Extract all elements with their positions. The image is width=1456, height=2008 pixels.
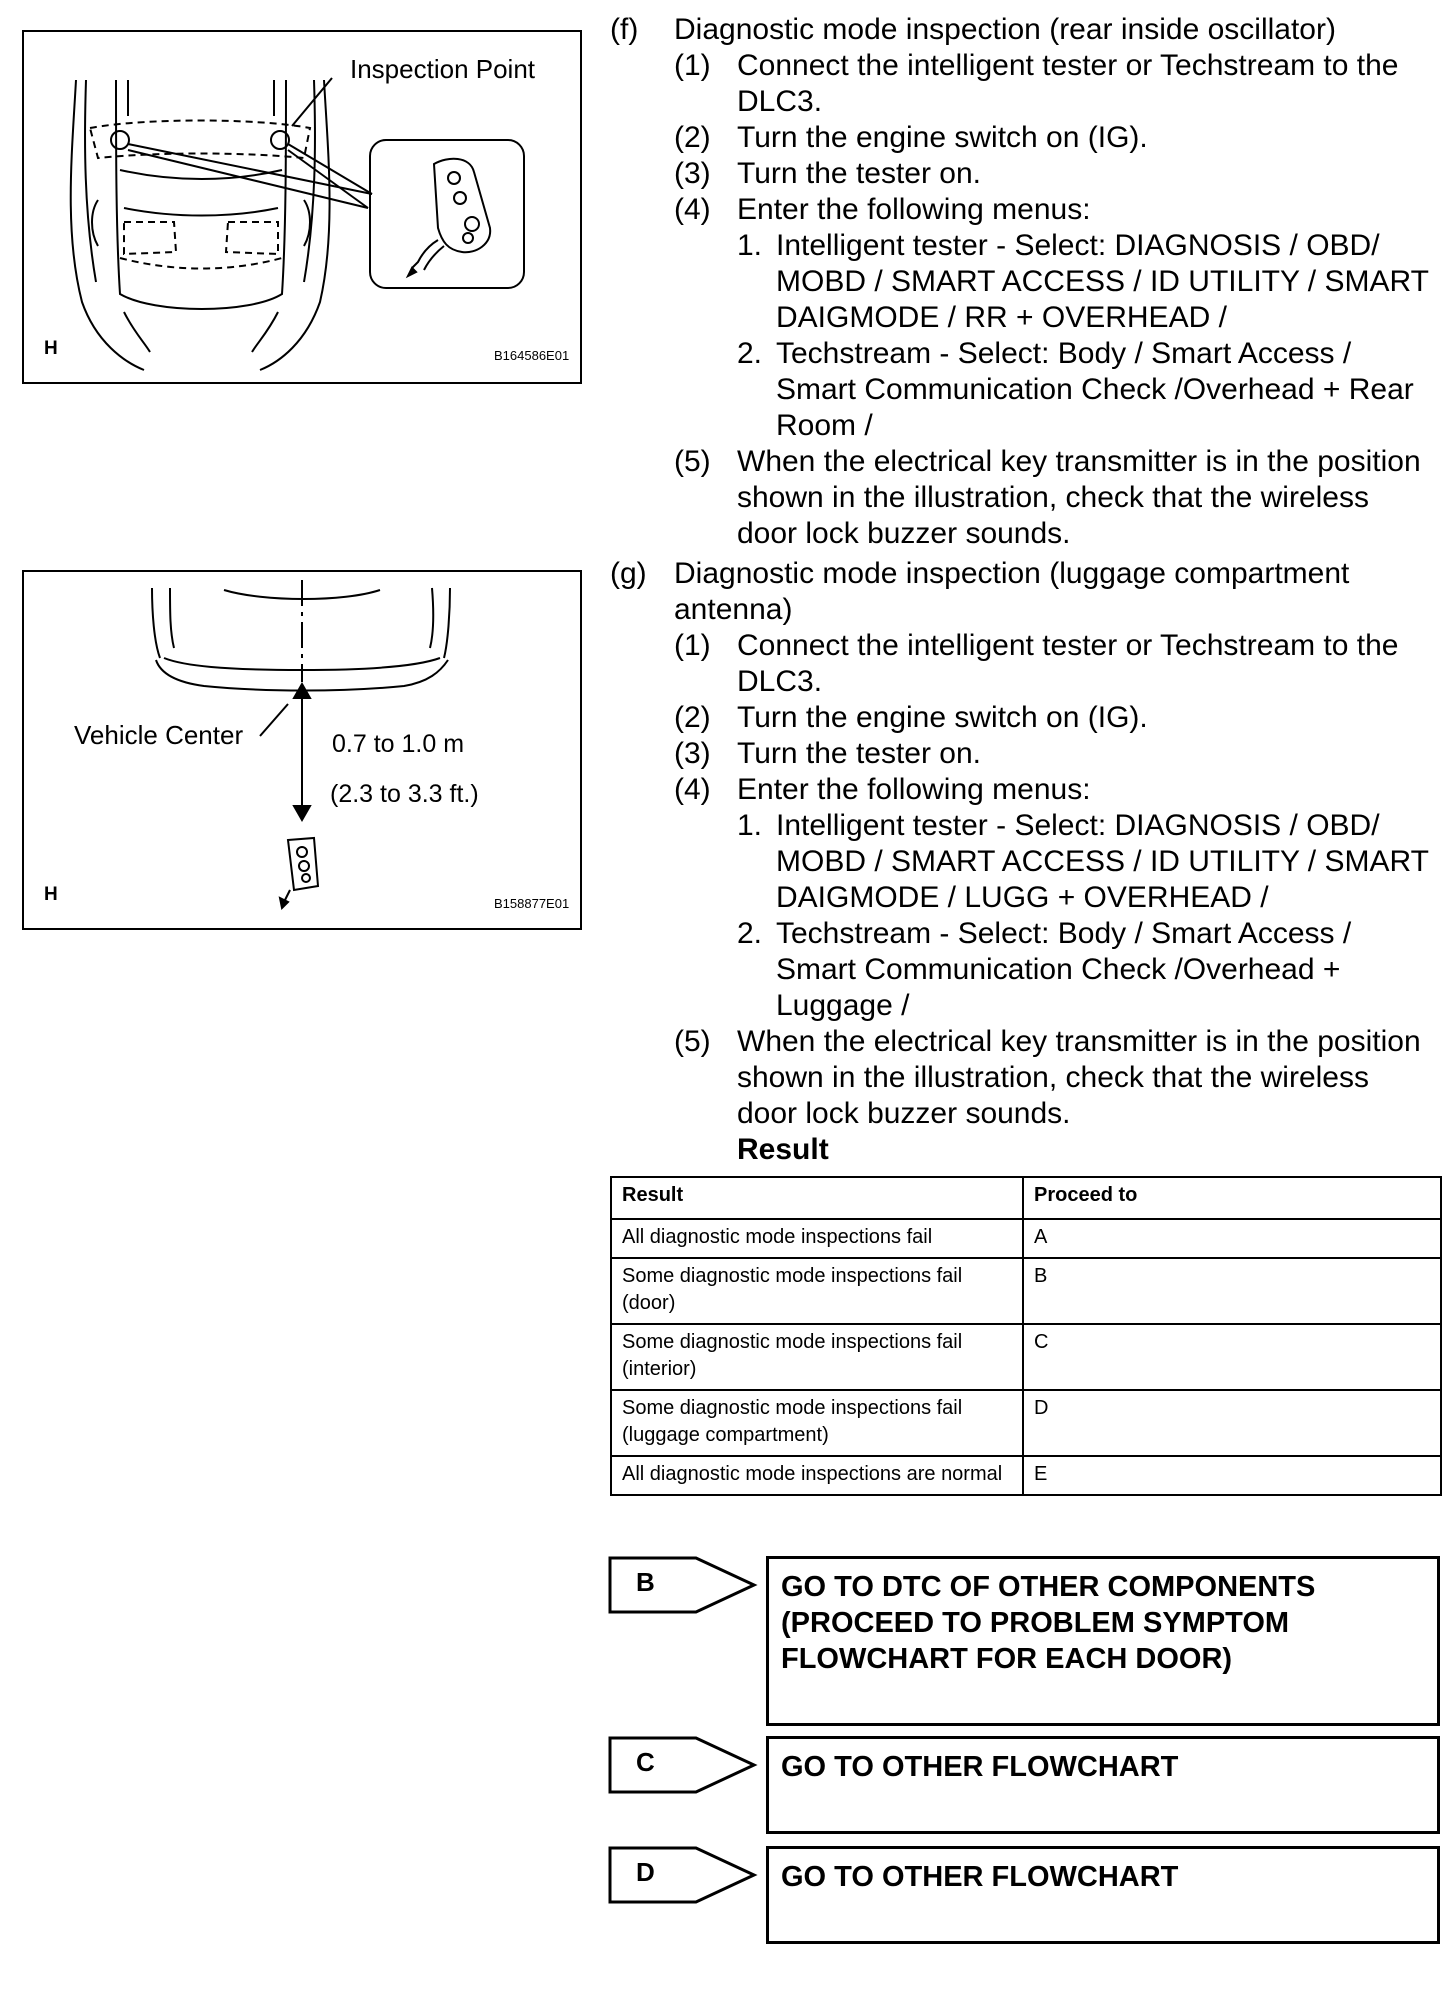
step-text: shown in the illustration, check that the wireless	[737, 481, 1369, 514]
branch-letter-b: B	[636, 1567, 655, 1597]
step-text: Enter the following menus:	[737, 193, 1091, 226]
section-g-title: Diagnostic mode inspection (luggage compartment	[674, 557, 1350, 590]
proceed-cell: D	[1023, 1390, 1441, 1456]
step-marker: (3)	[674, 157, 711, 190]
result-cell: All diagnostic mode inspections are normal	[611, 1456, 1023, 1495]
branch-c-box	[766, 1736, 1440, 1834]
proceed-cell: E	[1023, 1456, 1441, 1495]
step-marker: (3)	[674, 737, 711, 770]
step-text: Turn the tester on.	[737, 157, 982, 190]
proceed-cell: B	[1023, 1258, 1441, 1324]
branch-arrow-d	[608, 1846, 758, 1904]
menu-text: Techstream - Select: Body / Smart Access /	[776, 917, 1352, 950]
branch-letter-c: C	[636, 1747, 655, 1777]
section-g-marker: (g)	[610, 557, 647, 590]
menu-text: Room /	[776, 409, 873, 442]
branch-b-line: GO TO DTC OF OTHER COMPONENTS	[781, 1571, 1316, 1603]
step-text: When the electrical key transmitter is in the position	[737, 445, 1421, 478]
section-g-title: antenna)	[674, 593, 793, 626]
menu-text: Intelligent tester - Select: DIAGNOSIS / OBD/	[776, 229, 1380, 262]
branch-letter-d: D	[636, 1857, 655, 1887]
figure-code: B158877E01	[494, 896, 570, 911]
branch-d-line: GO TO OTHER FLOWCHART	[781, 1861, 1179, 1893]
step-text: Connect the intelligent tester or Techstream to the	[737, 49, 1399, 82]
column-header-proceed: Proceed to	[1023, 1177, 1441, 1219]
figure-corner-mark: H	[44, 884, 58, 905]
inspection-point-figure	[22, 30, 582, 384]
menu-marker: 2.	[737, 337, 763, 370]
menu-marker: 1.	[737, 229, 763, 262]
step-marker: (4)	[674, 193, 711, 226]
step-marker: (4)	[674, 773, 711, 806]
step-text: Turn the tester on.	[737, 737, 982, 770]
proceed-cell: C	[1023, 1324, 1441, 1390]
inspection-point-label: Inspection Point	[350, 54, 536, 84]
branch-c-line: GO TO OTHER FLOWCHART	[781, 1751, 1179, 1783]
step-marker: (2)	[674, 701, 711, 734]
step-text: door lock buzzer sounds.	[737, 517, 1071, 550]
vehicle-center-figure	[22, 570, 582, 930]
step-text: door lock buzzer sounds.	[737, 1097, 1071, 1130]
branch-arrow-c	[608, 1736, 758, 1794]
menu-text: Intelligent tester - Select: DIAGNOSIS / OBD/	[776, 809, 1380, 842]
branch-b-box	[766, 1556, 1440, 1726]
step-text: When the electrical key transmitter is in the position	[737, 1025, 1421, 1058]
result-table	[610, 1176, 1442, 1496]
result-heading: Result	[737, 1133, 829, 1166]
table-row	[611, 1219, 1441, 1258]
branch-arrow-b	[608, 1556, 758, 1614]
menu-text: MOBD / SMART ACCESS / ID UTILITY / SMART	[776, 265, 1429, 298]
result-cell: Some diagnostic mode inspections fail (luggage compartment)	[611, 1390, 1023, 1456]
menu-text: DAIGMODE / LUGG + OVERHEAD /	[776, 881, 1269, 914]
result-cell: Some diagnostic mode inspections fail (door)	[611, 1258, 1023, 1324]
table-header-row	[611, 1177, 1441, 1219]
table-row	[611, 1390, 1441, 1456]
proceed-cell: A	[1023, 1219, 1441, 1258]
menu-marker: 2.	[737, 917, 763, 950]
menu-text: MOBD / SMART ACCESS / ID UTILITY / SMART	[776, 845, 1429, 878]
result-cell: All diagnostic mode inspections fail	[611, 1219, 1023, 1258]
table-row	[611, 1324, 1441, 1390]
distance-metric: 0.7 to 1.0 m	[332, 730, 465, 758]
menu-text: Techstream - Select: Body / Smart Access /	[776, 337, 1352, 370]
distance-imperial: (2.3 to 3.3 ft.)	[330, 780, 479, 808]
menu-marker: 1.	[737, 809, 763, 842]
table-row	[611, 1258, 1441, 1324]
branch-d-box	[766, 1846, 1440, 1944]
step-text: DLC3.	[737, 665, 823, 698]
table-row	[611, 1456, 1441, 1495]
step-text: Enter the following menus:	[737, 773, 1091, 806]
step-text: shown in the illustration, check that the wireless	[737, 1061, 1369, 1094]
section-f-marker: (f)	[610, 13, 639, 46]
step-marker: (1)	[674, 629, 711, 662]
menu-text: DAIGMODE / RR + OVERHEAD /	[776, 301, 1227, 334]
column-header-result: Result	[611, 1177, 1023, 1219]
vehicle-center-label: Vehicle Center	[74, 720, 244, 750]
step-text: Connect the intelligent tester or Techstream to the	[737, 629, 1399, 662]
branch-b-line: (PROCEED TO PROBLEM SYMPTOM	[781, 1607, 1290, 1639]
menu-text: Smart Communication Check /Overhead + Rear	[776, 373, 1414, 406]
section-f-title: Diagnostic mode inspection (rear inside oscillator)	[674, 13, 1336, 46]
step-marker: (1)	[674, 49, 711, 82]
figure-code: B164586E01	[494, 348, 570, 363]
menu-text: Luggage /	[776, 989, 910, 1022]
result-cell: Some diagnostic mode inspections fail (interior)	[611, 1324, 1023, 1390]
step-text: DLC3.	[737, 85, 823, 118]
step-text: Turn the engine switch on (IG).	[737, 701, 1148, 734]
menu-text: Smart Communication Check /Overhead +	[776, 953, 1341, 986]
step-marker: (2)	[674, 121, 711, 154]
step-marker: (5)	[674, 1025, 711, 1058]
step-text: Turn the engine switch on (IG).	[737, 121, 1148, 154]
figure-corner-mark: H	[44, 338, 58, 359]
step-marker: (5)	[674, 445, 711, 478]
branch-b-line: FLOWCHART FOR EACH DOOR)	[781, 1643, 1233, 1675]
